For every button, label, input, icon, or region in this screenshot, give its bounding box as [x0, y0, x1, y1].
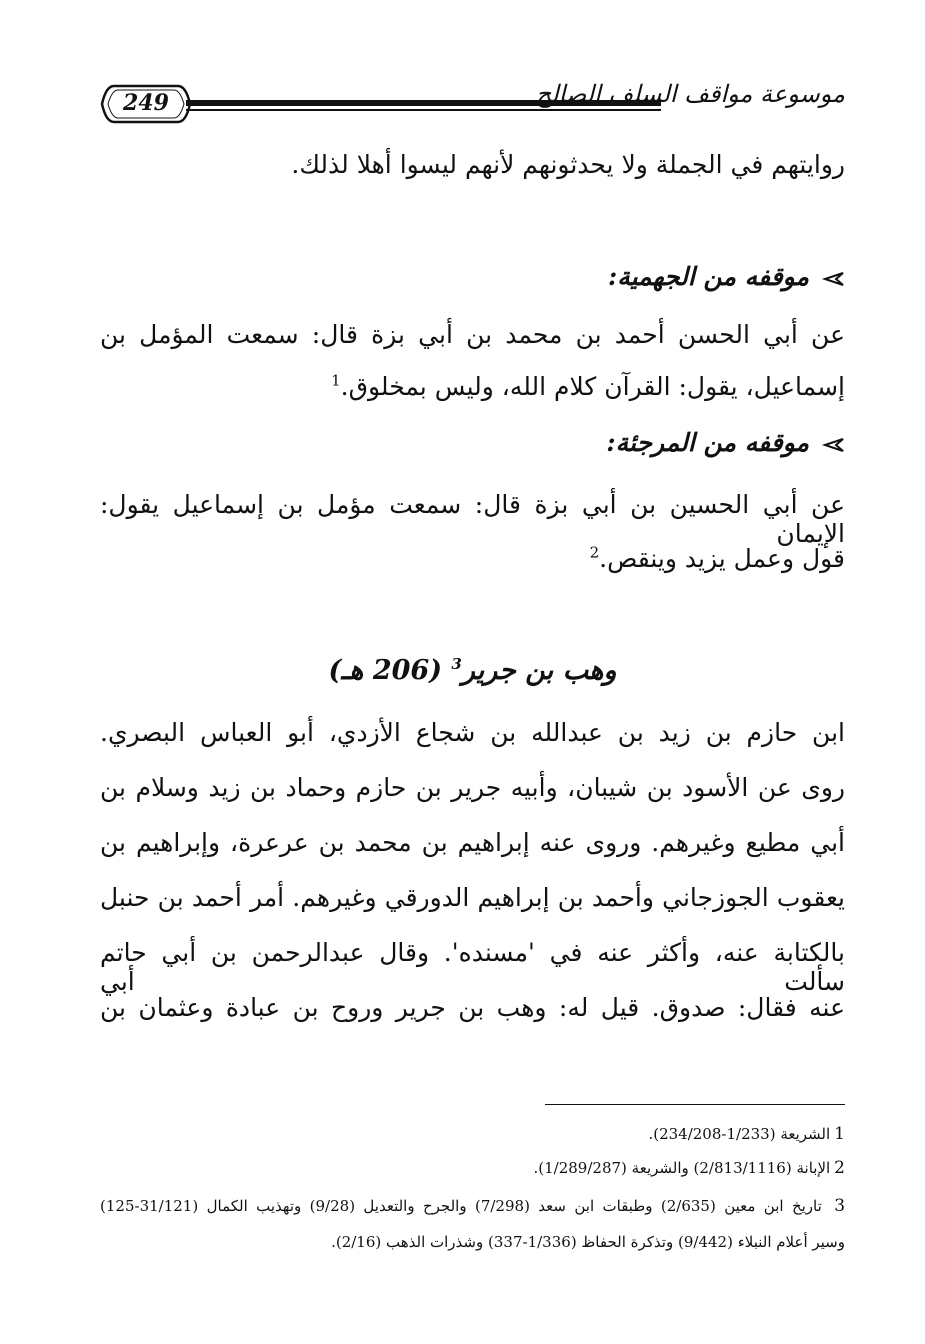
section1-line1: عن أبي الحسن أحمد بن محمد بن أبي بزة قال: سمعت المؤمل بن: [100, 320, 845, 349]
section-heading-text: موقفه من المرجئة:: [606, 428, 809, 457]
arrow-bullet-icon: [823, 264, 845, 293]
footnote-ref-2[interactable]: 2: [589, 543, 600, 562]
bio-title-name: وهب بن جرير: [461, 655, 617, 686]
bio-line-3: أبي مطيع وغيرهم. وروى عنه إبراهيم بن محمد بن عرعرة، وإبراهيم بن: [100, 828, 845, 857]
biography-title: [100, 655, 845, 686]
arrow-bullet-icon: [823, 430, 845, 459]
section2-line1: عن أبي الحسين بن أبي بزة قال: سمعت مؤمل بن إسماعيل يقول: الإيمان: [100, 490, 845, 548]
bio-line-2: روى عن الأسود بن شيبان، وأبيه جرير بن حازم وحماد بن زيد وسلام بن: [100, 773, 845, 802]
section-heading-murjia: [606, 428, 845, 459]
footnote-text: تاريخ ابن معين (2/635) وطبقات ابن سعد (7/298) والجرح والتعديل (9/28) وتهذيب الكمال (31/121-125): [100, 1197, 822, 1215]
bio-line-5: بالكتابة عنه، وأكثر عنه في 'مسنده'. وقال عبدالرحمن بن أبي حاتم سألت أبي: [100, 938, 845, 996]
intro-line: روايتهم في الجملة ولا يحدثونهم لأنهم ليسوا أهلا لذلك.: [291, 150, 845, 179]
section-heading-jahmiyya: [608, 262, 845, 293]
page-number: 249: [123, 90, 169, 116]
bio-line-4: يعقوب الجوزجاني وأحمد بن إبراهيم الدورقي وغيرهم. أمر أحمد بن حنبل: [100, 883, 845, 912]
footnote-ref-1[interactable]: 1: [331, 371, 341, 390]
page-header: [100, 72, 845, 142]
section2-line2-text: قول وعمل يزيد وينقص.: [599, 544, 845, 573]
footnote-text: الشريعة (1/233-234/208).: [648, 1125, 831, 1143]
section1-line2: [331, 372, 845, 401]
footnote-1: [648, 1124, 845, 1144]
bio-line-1: ابن حازم بن زيد بن عبدالله بن شجاع الأزدي، أبو العباس البصري.: [100, 718, 845, 747]
section1-line2-text: إسماعيل، يقول: القرآن كلام الله، وليس بمخلوق.: [340, 372, 845, 401]
footnote-number: 1: [834, 1124, 845, 1144]
bio-title-year: (206 هـ): [328, 655, 442, 686]
footnote-ref-3[interactable]: 3: [451, 655, 462, 673]
footnote-3-line2: وسير أعلام النبلاء (9/442) وتذكرة الحفاظ (1/336-337) وشذرات الذهب (2/16).: [331, 1233, 845, 1251]
footnote-text: الإبانة (2/813/1116) والشريعة (1/289/287).: [533, 1159, 831, 1177]
footnote-2: [534, 1158, 846, 1178]
section-heading-text: موقفه من الجهمية:: [608, 262, 809, 291]
footnote-number: 2: [834, 1158, 845, 1178]
footnote-3-line1: [100, 1196, 845, 1222]
footnote-number: 3: [834, 1196, 846, 1216]
page-number-badge: [100, 82, 192, 126]
bio-line-6: عنه فقال: صدوق. قيل له: وهب بن جرير وروح بن عبادة وعثمان بن: [100, 993, 845, 1022]
footnote-separator: [545, 1104, 845, 1105]
section2-line2: [590, 544, 845, 573]
book-title: موسوعة مواقف السلف الصالح: [535, 80, 845, 108]
